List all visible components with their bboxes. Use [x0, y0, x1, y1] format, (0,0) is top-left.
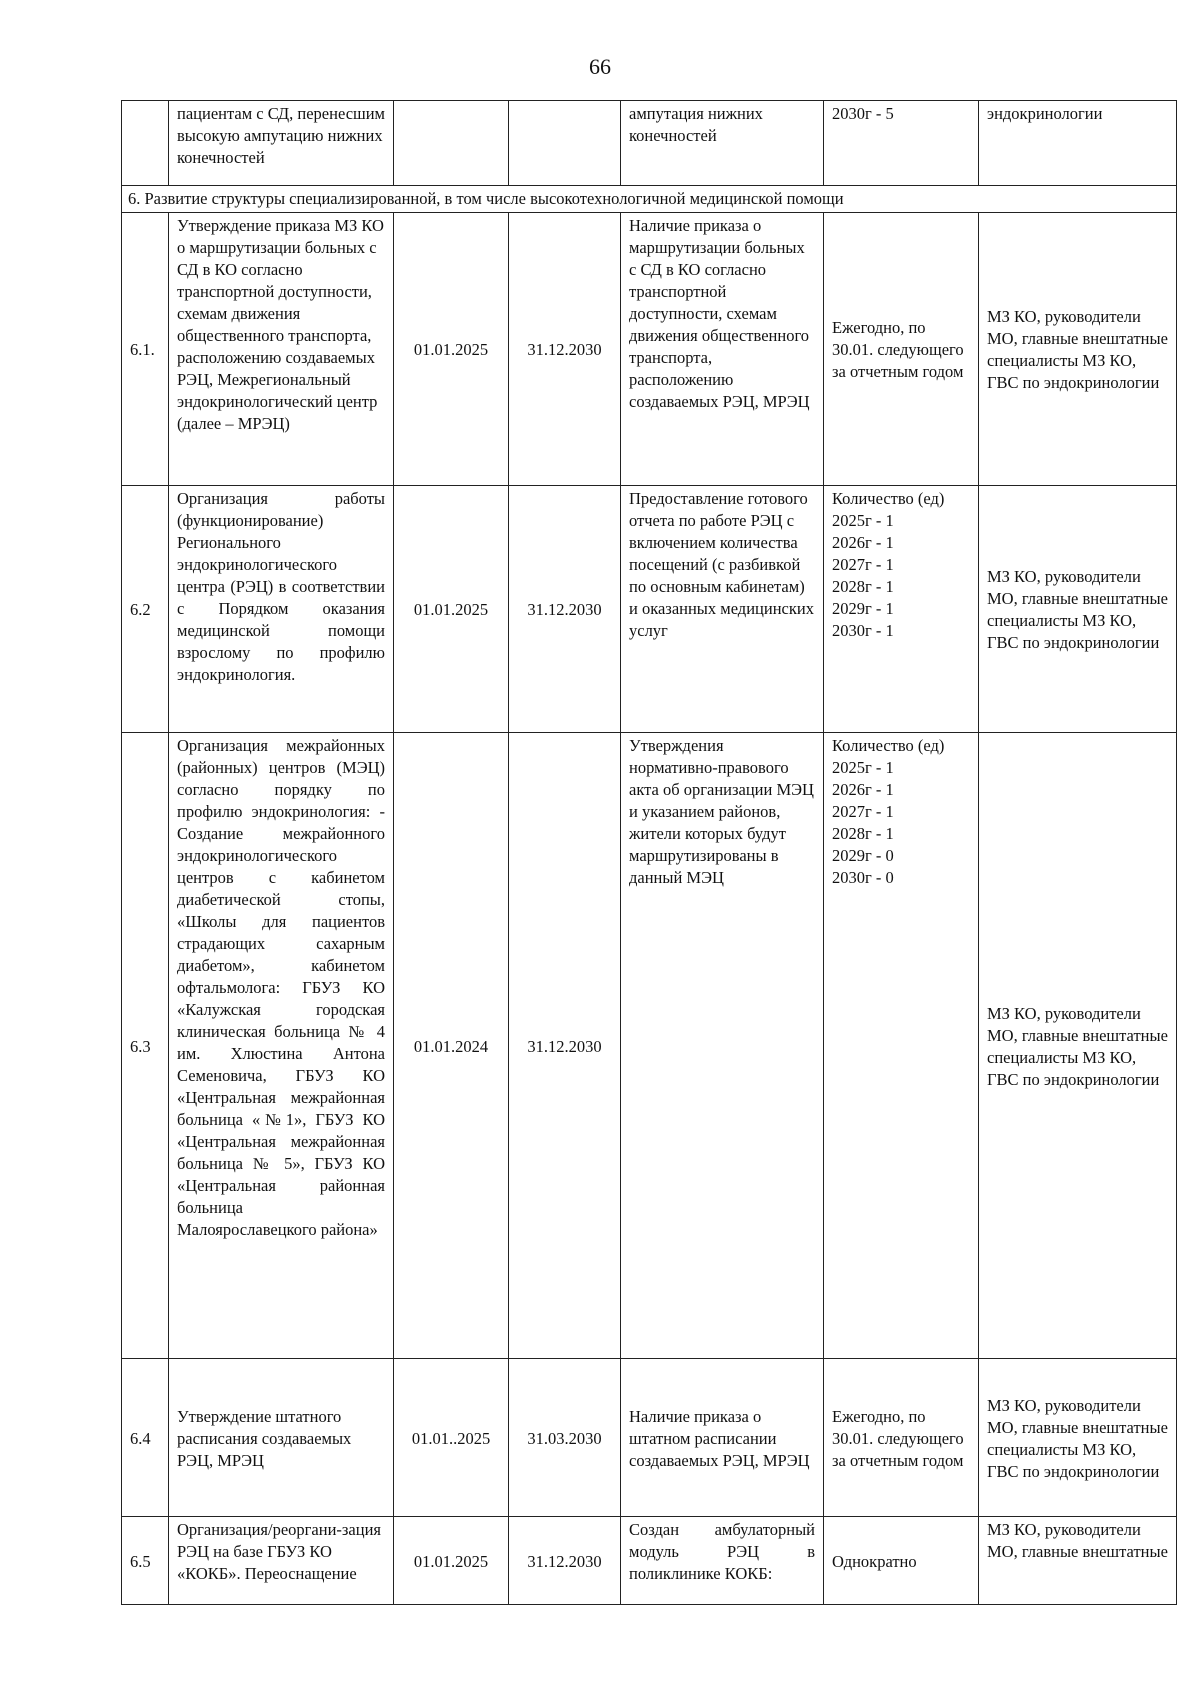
cell-num: 6.5	[122, 1517, 169, 1605]
cell-indicator: Однократно	[824, 1517, 979, 1605]
table-row	[122, 486, 1177, 733]
section-header-row	[122, 186, 1177, 213]
cell-indicator: Количество (ед) 2025г - 1 2026г - 1 2027г - 1 2028г - 1 2029г - 0 2030г - 0	[824, 733, 979, 1359]
table-row	[122, 733, 1177, 1359]
cell-measure: Организация/реоргани-зация РЭЦ на базе ГБУЗ КО «КОКБ». Переоснащение	[169, 1517, 394, 1605]
cell-indicator: 2030г - 5	[824, 101, 979, 186]
cell-measure: пациентам с СД, перенесшим высокую ампутацию нижних конечностей	[169, 101, 394, 186]
cell-measure: Организация межрайонных (районных) центров (МЭЦ) согласно порядку по профилю эндокринология: - Создание межрайонного эндокринологического центров с кабинетом диабетической стопы, «Школы для пациентов страдающих сахарным диабетом», кабинетом офтальмолога: ГБУЗ КО «Калужская городская клиническая больница № 4 им. Хлюстина Антона Семеновича, ГБУЗ КО «Центральная межрайонная больница «№1», ГБУЗ КО «Центральная межрайонная больница № 5», ГБУЗ КО «Центральная районная больница Малоярославецкого района»	[169, 733, 394, 1359]
cell-end: 31.12.2030	[509, 1517, 621, 1605]
cell-start: 01.01.2025	[394, 213, 509, 486]
cell-measure: Организация работы (функционирование) Регионального эндокринологического центра (РЭЦ) в соответствии с Порядком оказания медицинской помощи взрослому по профилю эндокринология.	[169, 486, 394, 733]
cell-end: 31.12.2030	[509, 213, 621, 486]
cell-measure: Утверждение приказа МЗ КО о маршрутизации больных с СД в КО согласно транспортной доступности, схемам движения общественного транспорта, расположению создаваемых РЭЦ, Межрегиональный эндокринологический центр (далее – МРЭЦ)	[169, 213, 394, 486]
cell-responsible: МЗ КО, руководители МО, главные внештатные специалисты МЗ КО, ГВС по эндокринологии	[979, 733, 1177, 1359]
cell-responsible: эндокринологии	[979, 101, 1177, 186]
cell-measure: Утверждение штатного расписания создаваемых РЭЦ, МРЭЦ	[169, 1359, 394, 1517]
cell-num	[122, 101, 169, 186]
cell-result: Создан амбулаторный модуль РЭЦ в поликлинике КОКБ:	[621, 1517, 824, 1605]
cell-num: 6.1.	[122, 213, 169, 486]
cell-responsible: МЗ КО, руководители МО, главные внештатные специалисты МЗ КО, ГВС по эндокринологии	[979, 1359, 1177, 1517]
measures-table	[121, 100, 1177, 1605]
section-title: 6. Развитие структуры специализированной, в том числе высокотехнологичной медицинской помощи	[122, 186, 1177, 213]
cell-end: 31.12.2030	[509, 486, 621, 733]
cell-num: 6.2	[122, 486, 169, 733]
cell-num: 6.3	[122, 733, 169, 1359]
cell-result: Предоставление готового отчета по работе РЭЦ с включением количества посещений (с разбивкой по основным кабинетам) и оказанных медицинских услуг	[621, 486, 824, 733]
table-row-continuation	[122, 101, 1177, 186]
cell-result: Утверждения нормативно-правового акта об организации МЭЦ и указанием районов, жители которых будут маршрутизированы в данный МЭЦ	[621, 733, 824, 1359]
cell-num: 6.4	[122, 1359, 169, 1517]
cell-result: Наличие приказа о штатном расписании создаваемых РЭЦ, МРЭЦ	[621, 1359, 824, 1517]
cell-end: 31.12.2030	[509, 733, 621, 1359]
cell-end	[509, 101, 621, 186]
cell-responsible: МЗ КО, руководители МО, главные внештатные специалисты МЗ КО, ГВС по эндокринологии	[979, 486, 1177, 733]
cell-start: 01.01..2025	[394, 1359, 509, 1517]
cell-start: 01.01.2025	[394, 486, 509, 733]
cell-start: 01.01.2024	[394, 733, 509, 1359]
cell-result: Наличие приказа о маршрутизации больных с СД в КО согласно транспортной доступности, схемам движения общественного транспорта, расположению создаваемых РЭЦ, МРЭЦ	[621, 213, 824, 486]
cell-start: 01.01.2025	[394, 1517, 509, 1605]
page-number: 66	[589, 54, 611, 79]
table-row	[122, 1517, 1177, 1605]
cell-indicator: Количество (ед) 2025г - 1 2026г - 1 2027г - 1 2028г - 1 2029г - 1 2030г - 1	[824, 486, 979, 733]
cell-responsible: МЗ КО, руководители МО, главные внештатные специалисты МЗ КО, ГВС по эндокринологии	[979, 213, 1177, 486]
cell-indicator: Ежегодно, по 30.01. следующего за отчетным годом	[824, 1359, 979, 1517]
cell-start	[394, 101, 509, 186]
table-row	[122, 213, 1177, 486]
cell-end: 31.03.2030	[509, 1359, 621, 1517]
cell-result: ампутация нижних конечностей	[621, 101, 824, 186]
cell-responsible: МЗ КО, руководители МО, главные внештатные	[979, 1517, 1177, 1605]
cell-indicator: Ежегодно, по 30.01. следующего за отчетным годом	[824, 213, 979, 486]
table-row	[122, 1359, 1177, 1517]
